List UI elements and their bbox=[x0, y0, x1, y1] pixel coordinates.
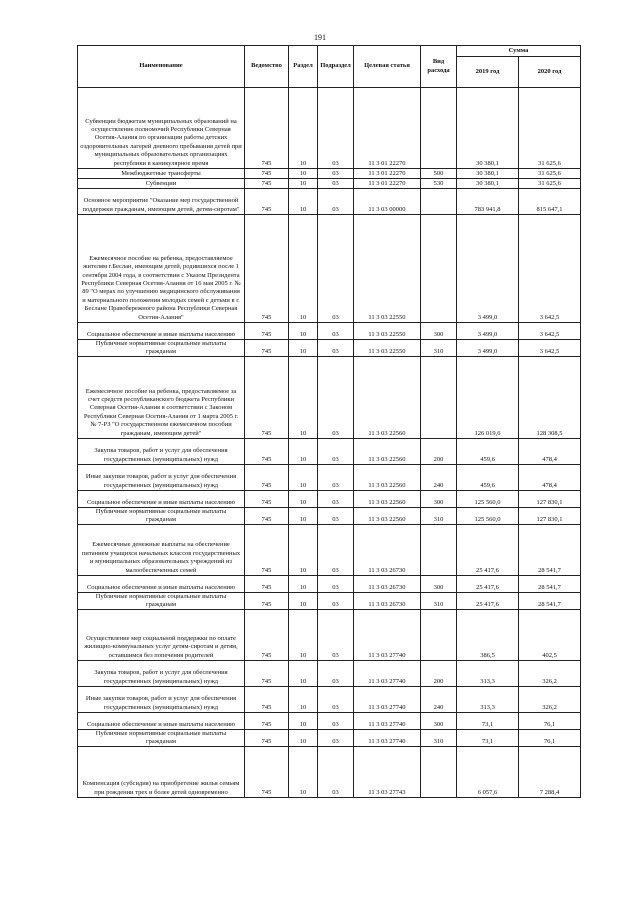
row-section: 10 bbox=[289, 357, 318, 439]
row-name-cell bbox=[78, 465, 245, 491]
col-header-department: Ведомство bbox=[245, 46, 289, 88]
row-section: 10 bbox=[289, 323, 318, 340]
row-subsection: 03 bbox=[318, 439, 354, 465]
row-expense-type: 300 bbox=[421, 576, 457, 593]
row-subsection: 03 bbox=[318, 525, 354, 576]
row-expense-type: 300 bbox=[421, 491, 457, 508]
row-expense-type: 200 bbox=[421, 439, 457, 465]
row-name-cell bbox=[78, 661, 245, 687]
row-amount-2019: 25 417,6 bbox=[457, 576, 519, 593]
row-target-item: 11 3 03 27743 bbox=[354, 747, 421, 798]
row-amount-2020: 28 541,7 bbox=[519, 525, 581, 576]
row-name: Социальное обеспечение и иные выплаты населению bbox=[86, 583, 236, 591]
row-subsection: 03 bbox=[318, 491, 354, 508]
row-expense-type bbox=[421, 610, 457, 661]
row-amount-2019: 73,1 bbox=[457, 713, 519, 730]
row-name: Субвенции бюджетам муниципальных образований на осуществление полномочий Республики Северная Осетия-Алания по организации работы детских оздоровительных лагерей дневного пребывания детей при муниципальных образовательных организациях республики в каникулярное время bbox=[80, 117, 242, 167]
row-amount-2019: 25 417,6 bbox=[457, 525, 519, 576]
row-expense-type bbox=[421, 525, 457, 576]
row-amount-2020: 76,1 bbox=[519, 713, 581, 730]
row-expense-type: 310 bbox=[421, 730, 457, 747]
row-name-cell bbox=[78, 713, 245, 730]
row-subsection: 03 bbox=[318, 340, 354, 357]
row-amount-2019: 386,5 bbox=[457, 610, 519, 661]
row-name: Ежемесячное пособие на ребенка, предоставляемое за счет средств республиканского бюджета Республики Северная Осетия-Алания в соответствии с Законом Республики Северная Осетия-Алания от 1 марта 2005 г. № 7-РЗ "О государственном ежемесячном пособии гражданам, имеющим детей" bbox=[83, 387, 239, 437]
row-name: Закупка товаров, работ и услуг для обеспечения государственных (муниципальных) нужд bbox=[94, 447, 228, 463]
row-amount-2019: 25 417,6 bbox=[457, 593, 519, 610]
row-name: Социальное обеспечение и иные выплаты населению bbox=[86, 498, 236, 506]
row-expense-type: 530 bbox=[421, 179, 457, 189]
row-name-cell bbox=[78, 323, 245, 340]
table-row bbox=[78, 610, 581, 661]
row-section: 10 bbox=[289, 747, 318, 798]
row-amount-2019: 125 560,0 bbox=[457, 508, 519, 525]
row-subsection: 03 bbox=[318, 357, 354, 439]
table-row bbox=[78, 508, 581, 525]
table-row bbox=[78, 491, 581, 508]
row-name: Публичные нормативные социальные выплаты гражданам bbox=[95, 508, 227, 524]
row-name-cell bbox=[78, 508, 245, 525]
row-amount-2019: 3 499,0 bbox=[457, 215, 519, 323]
row-amount-2020: 128 308,5 bbox=[519, 357, 581, 439]
row-expense-type bbox=[421, 189, 457, 215]
row-amount-2020: 28 541,7 bbox=[519, 576, 581, 593]
row-amount-2020: 31 625,6 bbox=[519, 179, 581, 189]
row-target-item: 11 3 03 22560 bbox=[354, 357, 421, 439]
row-section: 10 bbox=[289, 169, 318, 179]
row-target-item: 11 3 03 00000 bbox=[354, 189, 421, 215]
row-section: 10 bbox=[289, 215, 318, 323]
row-department: 745 bbox=[245, 491, 289, 508]
row-name-cell bbox=[78, 730, 245, 747]
row-expense-type bbox=[421, 88, 457, 169]
row-amount-2019: 6 057,6 bbox=[457, 747, 519, 798]
row-target-item: 11 3 03 27740 bbox=[354, 687, 421, 713]
row-amount-2019: 459,6 bbox=[457, 465, 519, 491]
row-amount-2020: 3 642,5 bbox=[519, 323, 581, 340]
row-name-cell bbox=[78, 747, 245, 798]
row-subsection: 03 bbox=[318, 323, 354, 340]
row-subsection: 03 bbox=[318, 610, 354, 661]
row-amount-2019: 313,3 bbox=[457, 687, 519, 713]
row-target-item: 11 3 03 22560 bbox=[354, 508, 421, 525]
row-subsection: 03 bbox=[318, 169, 354, 179]
table-row bbox=[78, 713, 581, 730]
row-target-item: 11 3 03 27740 bbox=[354, 610, 421, 661]
row-target-item: 11 3 01 22270 bbox=[354, 179, 421, 189]
row-department: 745 bbox=[245, 169, 289, 179]
row-amount-2020: 76,1 bbox=[519, 730, 581, 747]
row-department: 745 bbox=[245, 747, 289, 798]
row-section: 10 bbox=[289, 730, 318, 747]
row-target-item: 11 3 01 22270 bbox=[354, 88, 421, 169]
row-subsection: 03 bbox=[318, 189, 354, 215]
row-amount-2019: 3 499,0 bbox=[457, 323, 519, 340]
row-section: 10 bbox=[289, 508, 318, 525]
row-subsection: 03 bbox=[318, 88, 354, 169]
row-department: 745 bbox=[245, 687, 289, 713]
table-row bbox=[78, 730, 581, 747]
row-expense-type: 240 bbox=[421, 465, 457, 491]
row-name-cell bbox=[78, 610, 245, 661]
row-name-cell bbox=[78, 593, 245, 610]
row-target-item: 11 3 01 22270 bbox=[354, 169, 421, 179]
row-expense-type: 310 bbox=[421, 593, 457, 610]
row-amount-2019: 126 019,6 bbox=[457, 357, 519, 439]
row-department: 745 bbox=[245, 439, 289, 465]
row-department: 745 bbox=[245, 88, 289, 169]
row-department: 745 bbox=[245, 323, 289, 340]
row-target-item: 11 3 03 22560 bbox=[354, 439, 421, 465]
col-header-target-item: Целевая статья bbox=[354, 46, 421, 88]
row-amount-2020: 478,4 bbox=[519, 465, 581, 491]
row-department: 745 bbox=[245, 340, 289, 357]
row-amount-2020: 478,4 bbox=[519, 439, 581, 465]
row-amount-2020: 127 830,1 bbox=[519, 491, 581, 508]
row-expense-type bbox=[421, 215, 457, 323]
row-subsection: 03 bbox=[318, 215, 354, 323]
row-subsection: 03 bbox=[318, 179, 354, 189]
row-name-cell bbox=[78, 88, 245, 169]
row-amount-2019: 125 560,0 bbox=[457, 491, 519, 508]
table-row bbox=[78, 439, 581, 465]
row-subsection: 03 bbox=[318, 576, 354, 593]
row-target-item: 11 3 03 22550 bbox=[354, 323, 421, 340]
table-row bbox=[78, 179, 581, 189]
row-amount-2019: 30 380,1 bbox=[457, 169, 519, 179]
row-name-cell bbox=[78, 179, 245, 189]
row-amount-2020: 31 625,6 bbox=[519, 88, 581, 169]
row-section: 10 bbox=[289, 88, 318, 169]
row-department: 745 bbox=[245, 508, 289, 525]
row-name: Иные закупки товаров, работ и услуг для обеспечения государственных (муниципальных) нужд bbox=[85, 695, 237, 711]
row-amount-2020: 31 625,6 bbox=[519, 169, 581, 179]
row-section: 10 bbox=[289, 340, 318, 357]
row-department: 745 bbox=[245, 215, 289, 323]
row-amount-2019: 459,6 bbox=[457, 439, 519, 465]
col-header-expense-type: Вид расхода bbox=[421, 46, 457, 88]
row-name: Осуществление мер социальной поддержки по оплате жилищно-коммунальных услуг детям-сиротам и детям, оставшимся без попечения родителей bbox=[84, 634, 238, 659]
row-expense-type bbox=[421, 357, 457, 439]
row-name: Иные закупки товаров, работ и услуг для обеспечения государственных (муниципальных) нужд bbox=[85, 473, 237, 489]
row-amount-2020: 326,2 bbox=[519, 687, 581, 713]
row-amount-2020: 402,5 bbox=[519, 610, 581, 661]
row-amount-2019: 783 941,8 bbox=[457, 189, 519, 215]
col-header-year-2019: 2019 год bbox=[457, 57, 519, 88]
row-name-cell bbox=[78, 357, 245, 439]
row-department: 745 bbox=[245, 730, 289, 747]
col-header-year-2020: 2020 год bbox=[519, 57, 581, 88]
table-row bbox=[78, 465, 581, 491]
row-department: 745 bbox=[245, 593, 289, 610]
table-row bbox=[78, 593, 581, 610]
row-subsection: 03 bbox=[318, 730, 354, 747]
row-name: Публичные нормативные социальные выплаты гражданам bbox=[95, 593, 227, 609]
row-subsection: 03 bbox=[318, 713, 354, 730]
row-section: 10 bbox=[289, 189, 318, 215]
row-name-cell bbox=[78, 687, 245, 713]
row-name: Публичные нормативные социальные выплаты гражданам bbox=[95, 730, 227, 746]
row-target-item: 11 3 03 26730 bbox=[354, 593, 421, 610]
table-row bbox=[78, 747, 581, 798]
row-subsection: 03 bbox=[318, 747, 354, 798]
row-name: Ежемесячное пособие на ребенка, предоставляемое жителям г.Беслан, имеющим детей, родившихся после 1 сентября 2004 года, в соответствии с Указом Президента Республики Северная Осетия-Алания от 16 мая 2005 г. № 89 "О мерах по улучшению медицинского обслуживания и материального положения молодых семей с детьми в г. Беслане Правобережного района Республики Северная Осетия-Алания" bbox=[81, 254, 241, 321]
row-name-cell bbox=[78, 439, 245, 465]
row-target-item: 11 3 03 27740 bbox=[354, 661, 421, 687]
row-expense-type: 310 bbox=[421, 340, 457, 357]
table-row bbox=[78, 687, 581, 713]
row-amount-2019: 313,3 bbox=[457, 661, 519, 687]
row-department: 745 bbox=[245, 465, 289, 491]
col-header-amount: Сумма bbox=[457, 46, 581, 57]
row-amount-2020: 815 647,1 bbox=[519, 189, 581, 215]
row-expense-type: 200 bbox=[421, 661, 457, 687]
row-subsection: 03 bbox=[318, 661, 354, 687]
row-name: Субвенции bbox=[145, 179, 177, 187]
table-row bbox=[78, 88, 581, 169]
row-subsection: 03 bbox=[318, 508, 354, 525]
table-row bbox=[78, 357, 581, 439]
row-name: Социальное обеспечение и иные выплаты населению bbox=[86, 330, 236, 338]
row-subsection: 03 bbox=[318, 593, 354, 610]
row-amount-2020: 3 642,5 bbox=[519, 215, 581, 323]
row-amount-2020: 3 642,5 bbox=[519, 340, 581, 357]
row-expense-type: 500 bbox=[421, 169, 457, 179]
row-expense-type: 300 bbox=[421, 713, 457, 730]
row-name-cell bbox=[78, 576, 245, 593]
row-amount-2020: 7 288,4 bbox=[519, 747, 581, 798]
row-department: 745 bbox=[245, 576, 289, 593]
row-target-item: 11 3 03 22560 bbox=[354, 465, 421, 491]
row-section: 10 bbox=[289, 713, 318, 730]
row-name: Компенсация (субсидия) на приобретение жилья семьям при рождении трех и более детей одновременно bbox=[82, 780, 240, 796]
row-target-item: 11 3 03 22550 bbox=[354, 215, 421, 323]
row-section: 10 bbox=[289, 687, 318, 713]
table-row bbox=[78, 661, 581, 687]
row-target-item: 11 3 03 27740 bbox=[354, 730, 421, 747]
row-section: 10 bbox=[289, 610, 318, 661]
row-name-cell bbox=[78, 215, 245, 323]
row-section: 10 bbox=[289, 576, 318, 593]
table-row bbox=[78, 215, 581, 323]
row-expense-type: 240 bbox=[421, 687, 457, 713]
row-name-cell bbox=[78, 491, 245, 508]
row-target-item: 11 3 03 26730 bbox=[354, 576, 421, 593]
row-subsection: 03 bbox=[318, 687, 354, 713]
row-name: Основное мероприятие "Оказание мер государственной поддержки гражданам, имеющим детей, детям-сиротам" bbox=[82, 197, 240, 213]
row-section: 10 bbox=[289, 465, 318, 491]
row-department: 745 bbox=[245, 179, 289, 189]
table-row bbox=[78, 340, 581, 357]
page-number: 191 bbox=[314, 33, 326, 42]
table-row bbox=[78, 169, 581, 179]
row-target-item: 11 3 03 22560 bbox=[354, 491, 421, 508]
col-header-subsection: Подраздел bbox=[318, 46, 354, 88]
row-name-cell bbox=[78, 169, 245, 179]
row-expense-type: 310 bbox=[421, 508, 457, 525]
row-name-cell bbox=[78, 189, 245, 215]
row-target-item: 11 3 03 22550 bbox=[354, 340, 421, 357]
row-section: 10 bbox=[289, 179, 318, 189]
row-amount-2019: 30 380,1 bbox=[457, 88, 519, 169]
row-expense-type bbox=[421, 747, 457, 798]
row-name: Социальное обеспечение и иные выплаты населению bbox=[86, 720, 236, 728]
budget-table bbox=[77, 45, 581, 798]
row-amount-2020: 326,2 bbox=[519, 661, 581, 687]
row-subsection: 03 bbox=[318, 465, 354, 491]
row-department: 745 bbox=[245, 661, 289, 687]
row-department: 745 bbox=[245, 357, 289, 439]
row-name: Закупка товаров, работ и услуг для обеспечения государственных (муниципальных) нужд bbox=[94, 669, 228, 685]
row-name: Межбюджетные трансферты bbox=[121, 169, 201, 177]
row-amount-2020: 28 541,7 bbox=[519, 593, 581, 610]
row-name: Публичные нормативные социальные выплаты гражданам bbox=[95, 340, 227, 356]
row-section: 10 bbox=[289, 661, 318, 687]
row-name: Ежемесячные денежные выплаты на обеспечение питанием учащихся начальных классов государственных и муниципальных образовательных учреждений из малообеспеченных семей bbox=[81, 541, 241, 574]
row-section: 10 bbox=[289, 593, 318, 610]
row-name-cell bbox=[78, 340, 245, 357]
col-header-name: Наименование bbox=[78, 46, 245, 88]
row-section: 10 bbox=[289, 439, 318, 465]
row-amount-2020: 127 830,1 bbox=[519, 508, 581, 525]
row-amount-2019: 73,1 bbox=[457, 730, 519, 747]
row-department: 745 bbox=[245, 525, 289, 576]
table-row bbox=[78, 576, 581, 593]
col-header-section: Раздел bbox=[289, 46, 318, 88]
row-section: 10 bbox=[289, 525, 318, 576]
row-amount-2019: 3 499,0 bbox=[457, 340, 519, 357]
table-row bbox=[78, 323, 581, 340]
row-target-item: 11 3 03 27740 bbox=[354, 713, 421, 730]
row-name-cell bbox=[78, 525, 245, 576]
row-department: 745 bbox=[245, 713, 289, 730]
row-amount-2019: 30 380,1 bbox=[457, 179, 519, 189]
table-row bbox=[78, 525, 581, 576]
row-section: 10 bbox=[289, 491, 318, 508]
row-expense-type: 300 bbox=[421, 323, 457, 340]
row-target-item: 11 3 03 26730 bbox=[354, 525, 421, 576]
row-department: 745 bbox=[245, 189, 289, 215]
row-department: 745 bbox=[245, 610, 289, 661]
table-row bbox=[78, 189, 581, 215]
